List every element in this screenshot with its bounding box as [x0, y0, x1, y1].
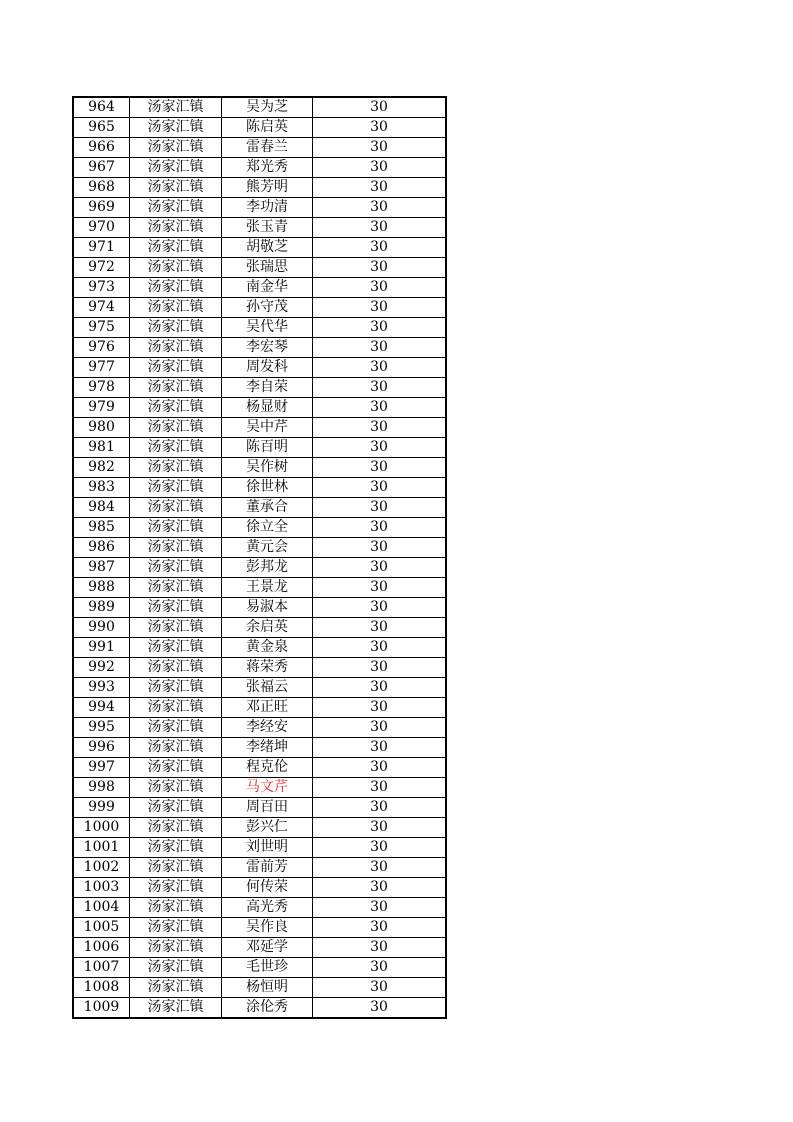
table-row: [73, 678, 446, 698]
row-number-cell: 979: [73, 398, 130, 418]
table-row: [73, 418, 446, 438]
amount-cell: 30: [313, 878, 447, 898]
row-number-cell: 983: [73, 478, 130, 498]
row-number-cell: 986: [73, 538, 130, 558]
town-cell: 汤家汇镇: [130, 398, 222, 418]
person-name-cell: 雷前芳: [222, 858, 313, 878]
table-row: [73, 718, 446, 738]
town-cell: 汤家汇镇: [130, 318, 222, 338]
amount-cell: 30: [313, 518, 447, 538]
amount-cell: 30: [313, 698, 447, 718]
table-row: [73, 758, 446, 778]
town-cell: 汤家汇镇: [130, 898, 222, 918]
amount-cell: 30: [313, 478, 447, 498]
row-number-cell: 1009: [73, 998, 130, 1019]
person-name-cell: 陈百明: [222, 438, 313, 458]
amount-cell: 30: [313, 598, 447, 618]
town-cell: 汤家汇镇: [130, 118, 222, 138]
town-cell: 汤家汇镇: [130, 978, 222, 998]
amount-cell: 30: [313, 998, 447, 1019]
amount-cell: 30: [313, 418, 447, 438]
amount-cell: 30: [313, 198, 447, 218]
person-name-cell: 董承合: [222, 498, 313, 518]
amount-cell: 30: [313, 538, 447, 558]
town-cell: 汤家汇镇: [130, 938, 222, 958]
table-row: [73, 738, 446, 758]
row-number-cell: 988: [73, 578, 130, 598]
table-row: [73, 218, 446, 238]
row-number-cell: 966: [73, 138, 130, 158]
table-row: [73, 978, 446, 998]
person-name-cell: 吴中芹: [222, 418, 313, 438]
person-name-cell: 彭兴仁: [222, 818, 313, 838]
person-name-cell: 周发科: [222, 358, 313, 378]
town-cell: 汤家汇镇: [130, 498, 222, 518]
amount-cell: 30: [313, 978, 447, 998]
row-number-cell: 987: [73, 558, 130, 578]
person-name-cell: 涂伦秀: [222, 998, 313, 1019]
town-cell: 汤家汇镇: [130, 578, 222, 598]
amount-cell: 30: [313, 618, 447, 638]
row-number-cell: 970: [73, 218, 130, 238]
row-number-cell: 968: [73, 178, 130, 198]
roster-table-body: [73, 97, 446, 1018]
amount-cell: 30: [313, 678, 447, 698]
person-name-cell: 杨显财: [222, 398, 313, 418]
row-number-cell: 982: [73, 458, 130, 478]
table-row: [73, 918, 446, 938]
table-row: [73, 958, 446, 978]
town-cell: 汤家汇镇: [130, 958, 222, 978]
amount-cell: 30: [313, 858, 447, 878]
person-name-cell: 周百田: [222, 798, 313, 818]
town-cell: 汤家汇镇: [130, 158, 222, 178]
town-cell: 汤家汇镇: [130, 798, 222, 818]
town-cell: 汤家汇镇: [130, 178, 222, 198]
table-row: [73, 658, 446, 678]
amount-cell: 30: [313, 718, 447, 738]
table-row: [73, 698, 446, 718]
table-row: [73, 478, 446, 498]
town-cell: 汤家汇镇: [130, 718, 222, 738]
row-number-cell: 971: [73, 238, 130, 258]
row-number-cell: 964: [73, 97, 130, 118]
person-name-cell: 徐世林: [222, 478, 313, 498]
person-name-cell: 杨恒明: [222, 978, 313, 998]
person-name-cell: 黄元会: [222, 538, 313, 558]
amount-cell: 30: [313, 918, 447, 938]
row-number-cell: 998: [73, 778, 130, 798]
town-cell: 汤家汇镇: [130, 238, 222, 258]
town-cell: 汤家汇镇: [130, 678, 222, 698]
table-row: [73, 518, 446, 538]
town-cell: 汤家汇镇: [130, 518, 222, 538]
amount-cell: 30: [313, 558, 447, 578]
amount-cell: 30: [313, 338, 447, 358]
table-row: [73, 438, 446, 458]
town-cell: 汤家汇镇: [130, 598, 222, 618]
town-cell: 汤家汇镇: [130, 878, 222, 898]
row-number-cell: 1004: [73, 898, 130, 918]
table-row: [73, 638, 446, 658]
row-number-cell: 974: [73, 298, 130, 318]
table-row: [73, 798, 446, 818]
town-cell: 汤家汇镇: [130, 778, 222, 798]
amount-cell: 30: [313, 238, 447, 258]
amount-cell: 30: [313, 118, 447, 138]
table-row: [73, 838, 446, 858]
amount-cell: 30: [313, 458, 447, 478]
person-name-cell: 李绪坤: [222, 738, 313, 758]
person-name-cell: 吴作树: [222, 458, 313, 478]
table-row: [73, 558, 446, 578]
person-name-cell: 雷春兰: [222, 138, 313, 158]
table-row: [73, 178, 446, 198]
row-number-cell: 993: [73, 678, 130, 698]
person-name-cell: 毛世珍: [222, 958, 313, 978]
amount-cell: 30: [313, 898, 447, 918]
row-number-cell: 1002: [73, 858, 130, 878]
person-name-cell: 邓正旺: [222, 698, 313, 718]
amount-cell: 30: [313, 378, 447, 398]
row-number-cell: 1008: [73, 978, 130, 998]
town-cell: 汤家汇镇: [130, 358, 222, 378]
amount-cell: 30: [313, 138, 447, 158]
town-cell: 汤家汇镇: [130, 298, 222, 318]
table-row: [73, 778, 446, 798]
town-cell: 汤家汇镇: [130, 478, 222, 498]
table-row: [73, 318, 446, 338]
person-name-cell: 陈启英: [222, 118, 313, 138]
person-name-cell: 易淑本: [222, 598, 313, 618]
row-number-cell: 1005: [73, 918, 130, 938]
town-cell: 汤家汇镇: [130, 218, 222, 238]
amount-cell: 30: [313, 438, 447, 458]
person-name-cell: 李功清: [222, 198, 313, 218]
amount-cell: 30: [313, 658, 447, 678]
table-row: [73, 298, 446, 318]
person-name-cell: 李经安: [222, 718, 313, 738]
row-number-cell: 985: [73, 518, 130, 538]
table-row: [73, 258, 446, 278]
row-number-cell: 1000: [73, 818, 130, 838]
row-number-cell: 1007: [73, 958, 130, 978]
person-name-cell: 刘世明: [222, 838, 313, 858]
amount-cell: 30: [313, 97, 447, 118]
table-row: [73, 358, 446, 378]
table-row: [73, 578, 446, 598]
row-number-cell: 997: [73, 758, 130, 778]
table-row: [73, 598, 446, 618]
town-cell: 汤家汇镇: [130, 97, 222, 118]
row-number-cell: 981: [73, 438, 130, 458]
row-number-cell: 999: [73, 798, 130, 818]
person-name-cell: 熊芳明: [222, 178, 313, 198]
row-number-cell: 965: [73, 118, 130, 138]
person-name-cell: 徐立全: [222, 518, 313, 538]
person-name-cell: 张瑞思: [222, 258, 313, 278]
table-row: [73, 278, 446, 298]
person-name-cell: 张福云: [222, 678, 313, 698]
row-number-cell: 977: [73, 358, 130, 378]
person-name-cell: 邓延学: [222, 938, 313, 958]
person-name-cell: 彭邦龙: [222, 558, 313, 578]
person-name-cell: 李宏琴: [222, 338, 313, 358]
person-name-cell: 马文芹: [222, 778, 313, 798]
row-number-cell: 1006: [73, 938, 130, 958]
row-number-cell: 991: [73, 638, 130, 658]
row-number-cell: 978: [73, 378, 130, 398]
table-row: [73, 878, 446, 898]
row-number-cell: 967: [73, 158, 130, 178]
town-cell: 汤家汇镇: [130, 758, 222, 778]
town-cell: 汤家汇镇: [130, 278, 222, 298]
row-number-cell: 976: [73, 338, 130, 358]
table-row: [73, 198, 446, 218]
table-row: [73, 818, 446, 838]
row-number-cell: 996: [73, 738, 130, 758]
row-number-cell: 1003: [73, 878, 130, 898]
row-number-cell: 1001: [73, 838, 130, 858]
town-cell: 汤家汇镇: [130, 138, 222, 158]
row-number-cell: 972: [73, 258, 130, 278]
town-cell: 汤家汇镇: [130, 558, 222, 578]
amount-cell: 30: [313, 818, 447, 838]
table-row: [73, 498, 446, 518]
table-row: [73, 338, 446, 358]
table-row: [73, 378, 446, 398]
amount-cell: 30: [313, 758, 447, 778]
amount-cell: 30: [313, 498, 447, 518]
amount-cell: 30: [313, 398, 447, 418]
person-name-cell: 高光秀: [222, 898, 313, 918]
row-number-cell: 990: [73, 618, 130, 638]
row-number-cell: 969: [73, 198, 130, 218]
table-row: [73, 938, 446, 958]
table-row: [73, 97, 446, 118]
person-name-cell: 黄金泉: [222, 638, 313, 658]
person-name-cell: 程克伦: [222, 758, 313, 778]
person-name-cell: 蒋荣秀: [222, 658, 313, 678]
table-row: [73, 538, 446, 558]
amount-cell: 30: [313, 938, 447, 958]
amount-cell: 30: [313, 158, 447, 178]
town-cell: 汤家汇镇: [130, 698, 222, 718]
table-row: [73, 998, 446, 1019]
row-number-cell: 975: [73, 318, 130, 338]
amount-cell: 30: [313, 578, 447, 598]
person-name-cell: 孙守茂: [222, 298, 313, 318]
town-cell: 汤家汇镇: [130, 658, 222, 678]
town-cell: 汤家汇镇: [130, 458, 222, 478]
amount-cell: 30: [313, 638, 447, 658]
town-cell: 汤家汇镇: [130, 198, 222, 218]
person-name-cell: 王景龙: [222, 578, 313, 598]
person-name-cell: 余启英: [222, 618, 313, 638]
person-name-cell: 吴为芝: [222, 97, 313, 118]
table-row: [73, 398, 446, 418]
town-cell: 汤家汇镇: [130, 538, 222, 558]
amount-cell: 30: [313, 958, 447, 978]
table-row: [73, 458, 446, 478]
amount-cell: 30: [313, 258, 447, 278]
roster-table: [72, 96, 447, 1019]
town-cell: 汤家汇镇: [130, 738, 222, 758]
town-cell: 汤家汇镇: [130, 438, 222, 458]
town-cell: 汤家汇镇: [130, 858, 222, 878]
town-cell: 汤家汇镇: [130, 418, 222, 438]
row-number-cell: 989: [73, 598, 130, 618]
table-row: [73, 118, 446, 138]
town-cell: 汤家汇镇: [130, 338, 222, 358]
row-number-cell: 992: [73, 658, 130, 678]
amount-cell: 30: [313, 738, 447, 758]
person-name-cell: 李自荣: [222, 378, 313, 398]
amount-cell: 30: [313, 778, 447, 798]
person-name-cell: 胡敬芝: [222, 238, 313, 258]
person-name-cell: 吴作良: [222, 918, 313, 938]
amount-cell: 30: [313, 178, 447, 198]
town-cell: 汤家汇镇: [130, 998, 222, 1019]
table-row: [73, 858, 446, 878]
town-cell: 汤家汇镇: [130, 818, 222, 838]
town-cell: 汤家汇镇: [130, 618, 222, 638]
person-name-cell: 吴代华: [222, 318, 313, 338]
amount-cell: 30: [313, 838, 447, 858]
person-name-cell: 郑光秀: [222, 158, 313, 178]
person-name-cell: 南金华: [222, 278, 313, 298]
amount-cell: 30: [313, 318, 447, 338]
row-number-cell: 973: [73, 278, 130, 298]
amount-cell: 30: [313, 218, 447, 238]
row-number-cell: 994: [73, 698, 130, 718]
person-name-cell: 张玉青: [222, 218, 313, 238]
town-cell: 汤家汇镇: [130, 918, 222, 938]
table-row: [73, 138, 446, 158]
amount-cell: 30: [313, 278, 447, 298]
table-row: [73, 618, 446, 638]
amount-cell: 30: [313, 358, 447, 378]
row-number-cell: 984: [73, 498, 130, 518]
town-cell: 汤家汇镇: [130, 638, 222, 658]
table-row: [73, 158, 446, 178]
table-row: [73, 238, 446, 258]
table-row: [73, 898, 446, 918]
row-number-cell: 980: [73, 418, 130, 438]
person-name-cell: 何传荣: [222, 878, 313, 898]
town-cell: 汤家汇镇: [130, 258, 222, 278]
amount-cell: 30: [313, 298, 447, 318]
town-cell: 汤家汇镇: [130, 838, 222, 858]
row-number-cell: 995: [73, 718, 130, 738]
town-cell: 汤家汇镇: [130, 378, 222, 398]
amount-cell: 30: [313, 798, 447, 818]
